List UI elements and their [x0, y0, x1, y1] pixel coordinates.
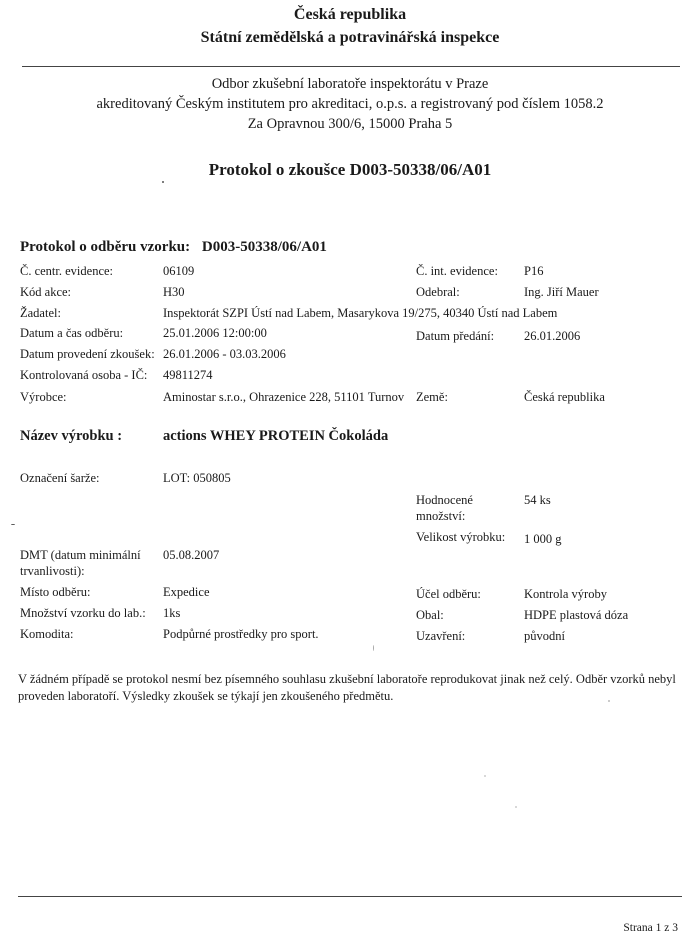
datum-predani-value: 26.01.2006	[524, 329, 581, 343]
scan-speck	[484, 775, 486, 777]
scan-speck	[11, 524, 15, 525]
c-centr-value: 06109	[163, 264, 195, 278]
zadatel-label: Žadatel:	[20, 306, 61, 320]
mnozstvi-value: 1ks	[163, 606, 181, 620]
zeme-label: Země:	[416, 390, 448, 404]
vyrobce-value: Aminostar s.r.o., Ohrazenice 228, 51101 Turnov	[163, 390, 405, 404]
hodnocene-value: 54 ks	[524, 493, 551, 507]
hodnocene-label-2: množství:	[416, 509, 466, 523]
zeme-value: Česká republika	[524, 390, 605, 404]
odebral-label: Odebral:	[416, 285, 460, 299]
header-agency: Státní zemědělská a potravinářská inspekce	[200, 29, 500, 46]
ucel-value: Kontrola výroby	[524, 587, 607, 601]
lab-accreditation: akreditovaný Českým institutem pro akreditaci, o.p.s. a registrovaný pod číslem 1058.2	[96, 96, 604, 112]
kontrolovana-value: 49811274	[163, 368, 213, 382]
uzavreni-value: původní	[524, 629, 565, 643]
c-int-label: Č. int. evidence:	[416, 264, 498, 278]
obal-label: Obal:	[416, 608, 444, 622]
footer-divider	[18, 896, 682, 897]
header-divider	[22, 66, 680, 67]
sarze-value: LOT: 050805	[163, 471, 231, 485]
dmt-label-2: trvanlivosti):	[20, 564, 85, 578]
uzavreni-label: Uzavření:	[416, 629, 466, 643]
ucel-label: Účel odběru:	[416, 587, 481, 601]
disclaimer-note: V žádném případě se protokol nesmí bez písemného souhlasu zkušební laboratoře reprodukovat jinak než celý. Odběr vzorků nebyl proveden laboratoří. Výsledky zkoušek se týkají jen zkoušeného předmětu.	[18, 672, 676, 703]
misto-label: Místo odběru:	[20, 585, 91, 599]
scan-speck	[162, 181, 164, 183]
dmt-value: 05.08.2007	[163, 548, 220, 562]
kod-akce-value: H30	[163, 285, 185, 299]
mnozstvi-label: Množství vzorku do lab.:	[20, 606, 146, 620]
hodnocene-label-1: Hodnocené	[416, 493, 473, 507]
komodita-label: Komodita:	[20, 627, 74, 641]
protocol-title: Protokol o zkoušce D003-50338/06/A01	[208, 160, 492, 179]
dmt-label-1: DMT (datum minimální	[20, 548, 141, 562]
odebral-value: Ing. Jiří Mauer	[524, 285, 599, 299]
kontrolovana-label: Kontrolovaná osoba - IČ:	[20, 368, 148, 382]
misto-value: Expedice	[163, 585, 210, 599]
c-int-value: P16	[524, 264, 544, 278]
page-number: Strana 1 z 3	[623, 922, 678, 934]
lab-department: Odbor zkušební laboratoře inspektorátu v Praze	[211, 76, 489, 92]
sampling-heading-value: D003-50338/06/A01	[201, 239, 327, 255]
datum-zkousek-label: Datum provedení zkoušek:	[20, 347, 155, 361]
sarze-label: Označení šarže:	[20, 471, 100, 485]
obal-value: HDPE plastová dóza	[524, 608, 629, 622]
sampling-heading-label: Protokol o odběru vzorku:	[20, 239, 191, 255]
scan-speck	[373, 645, 374, 651]
product-name-value: actions WHEY PROTEIN Čokoláda	[163, 428, 389, 444]
zadatel-value: Inspektorát SZPI Ústí nad Labem, Masarykova 19/275, 40340 Ústí nad Labem	[163, 306, 558, 320]
datum-odberu-label: Datum a čas odběru:	[20, 326, 124, 340]
komodita-value: Podpůrné prostředky pro sport.	[163, 627, 319, 641]
c-centr-label: Č. centr. evidence:	[20, 264, 114, 278]
datum-zkousek-value: 26.01.2006 - 03.03.2006	[163, 347, 286, 361]
product-name-label: Název výrobku :	[20, 428, 123, 444]
velikost-label: Velikost výrobku:	[416, 530, 506, 544]
vyrobce-label: Výrobce:	[20, 390, 67, 404]
scan-speck	[608, 700, 610, 702]
datum-predani-label: Datum předání:	[416, 329, 495, 343]
lab-address: Za Opravnou 300/6, 15000 Praha 5	[247, 116, 453, 132]
datum-odberu-value: 25.01.2006 12:00:00	[163, 326, 267, 340]
kod-akce-label: Kód akce:	[20, 285, 72, 299]
velikost-value: 1 000 g	[524, 532, 562, 546]
header-country: Česká republika	[293, 6, 407, 23]
sampling-heading	[20, 239, 327, 256]
scan-speck	[515, 806, 517, 808]
